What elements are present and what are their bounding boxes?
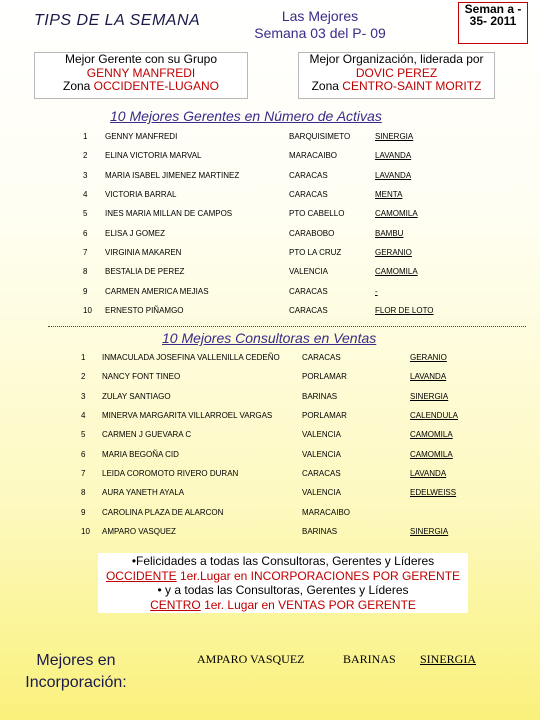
manager-rank: 2 — [83, 151, 88, 161]
manager-rank: 4 — [83, 190, 88, 200]
manager-group: - — [375, 286, 378, 296]
consultant-group: CALENDULA — [410, 411, 459, 421]
best-manager-label: Mejor Gerente con su Grupo — [64, 52, 218, 66]
consultant-group: LAVANDA — [410, 372, 447, 382]
managers-section-title: 10 Mejores Gerentes en Número de Activas — [110, 108, 382, 124]
manager-rank: 1 — [83, 132, 88, 142]
incorporation-label-line-2: Incorporación: — [25, 674, 127, 691]
consultant-rank: 10 — [81, 526, 90, 536]
manager-row — [83, 185, 434, 204]
consultant-row — [81, 522, 458, 541]
manager-rank: 10 — [83, 305, 92, 315]
consultant-row — [81, 367, 458, 386]
manager-group: GERANIO — [375, 247, 412, 257]
manager-name: MARIA ISABEL JIMENEZ MARTINEZ — [105, 170, 240, 180]
congrats-line-1: •Felicidades a todas las Consultoras, Gerentes y Líderes — [131, 554, 435, 568]
consultant-row — [81, 387, 458, 406]
best-manager-box — [34, 52, 248, 99]
incorporation-name: AMPARO VASQUEZ — [197, 652, 305, 666]
consultant-rank: 1 — [81, 353, 86, 363]
manager-city: PTO CABELLO — [289, 209, 345, 219]
consultant-rank: 7 — [81, 468, 86, 478]
manager-city: PTO LA CRUZ — [289, 247, 342, 257]
incorporation-group: SINERGIA — [420, 652, 476, 666]
manager-group: CAMOMILA — [375, 267, 418, 277]
consultant-rank: 8 — [81, 488, 86, 498]
consultant-rank: 4 — [81, 411, 86, 421]
incorporation-label — [12, 650, 140, 694]
manager-name: ELINA VICTORIA MARVAL — [105, 151, 202, 161]
consultants-table — [81, 348, 458, 541]
consultant-city: VALENCIA — [302, 488, 341, 498]
manager-group: BAMBU — [375, 228, 404, 238]
week-badge — [458, 2, 528, 44]
consultant-city: BARINAS — [302, 391, 338, 401]
manager-city: CARACAS — [289, 305, 328, 315]
consultant-rank: 6 — [81, 449, 86, 459]
page-title — [240, 8, 400, 42]
best-org-box — [298, 52, 495, 99]
consultant-row — [81, 425, 458, 444]
manager-rank: 9 — [83, 286, 88, 296]
manager-rank: 8 — [83, 267, 88, 277]
consultant-group: GERANIO — [410, 353, 447, 363]
manager-name: VIRGINIA MAKAREN — [105, 247, 182, 257]
congratulations-box — [98, 553, 468, 613]
consultant-name: LEIDA COROMOTO RIVERO DURAN — [102, 468, 239, 478]
manager-name: ELISA J GOMEZ — [105, 228, 166, 238]
manager-name: GENNY MANFREDI — [105, 132, 178, 142]
manager-row — [83, 281, 434, 300]
consultant-city: PORLAMAR — [302, 372, 347, 382]
manager-city: CARABOBO — [289, 228, 335, 238]
best-org-zone-prefix: Zona — [311, 79, 343, 93]
manager-city: VALENCIA — [289, 267, 328, 277]
manager-city: CARACAS — [289, 286, 328, 296]
manager-row — [83, 204, 434, 223]
managers-table — [83, 127, 434, 320]
consultant-name: MINERVA MARGARITA VILLARROEL VARGAS — [102, 411, 273, 421]
manager-group: SINERGIA — [375, 132, 414, 142]
manager-group: MENTA — [375, 190, 403, 200]
manager-group: CAMOMILA — [375, 209, 418, 219]
manager-row — [83, 262, 434, 281]
consultant-name: CARMEN J GUEVARA C — [102, 430, 192, 440]
consultant-city: PORLAMAR — [302, 411, 347, 421]
manager-city: MARACAIBO — [289, 151, 338, 161]
manager-rank: 6 — [83, 228, 88, 238]
manager-group: LAVANDA — [375, 170, 412, 180]
consultant-rank: 5 — [81, 430, 86, 440]
consultant-name: ZULAY SANTIAGO — [102, 391, 171, 401]
consultant-row — [81, 483, 458, 502]
consultant-city: VALENCIA — [302, 449, 341, 459]
manager-city: CARACAS — [289, 170, 328, 180]
consultant-city: VALENCIA — [302, 430, 341, 440]
consultant-group: SINERGIA — [410, 391, 449, 401]
congrats-line-2 — [98, 569, 468, 584]
consultant-name: NANCY FONT TINEO — [102, 372, 181, 382]
week-badge-text: Seman a - 35- 2011 — [464, 2, 522, 28]
consultant-name: INMACULADA JOSEFINA VALLENILLA CEDEÑO — [102, 353, 280, 363]
congrats-line-3: • y a todas las Consultoras, Gerentes y Líderes — [157, 583, 409, 597]
congrats-line-2-text: 1er.Lugar en INCORPORACIONES POR GERENTE — [176, 568, 461, 583]
best-org-zone-line — [299, 80, 494, 94]
consultant-row — [81, 406, 458, 425]
manager-row — [83, 301, 434, 320]
manager-rank: 5 — [83, 209, 88, 219]
section-divider — [48, 326, 526, 327]
manager-row — [83, 146, 434, 165]
consultant-group: CAMOMILA — [410, 430, 453, 440]
consultant-rank: 2 — [81, 372, 86, 382]
best-org-zone: CENTRO-SAINT MORITZ — [342, 79, 482, 93]
consultant-group: CAMOMILA — [410, 449, 453, 459]
title-line-2: Semana 03 del P- 09 — [254, 25, 386, 41]
manager-row — [83, 243, 434, 262]
incorporation-city: BARINAS — [343, 652, 396, 666]
congrats-line-4 — [98, 598, 468, 613]
consultant-row — [81, 348, 458, 367]
manager-city: BARQUISIMETO — [289, 132, 351, 142]
manager-name: VICTORIA BARRAL — [105, 190, 177, 200]
best-manager-name: GENNY MANFREDI — [86, 65, 196, 80]
manager-row — [83, 166, 434, 185]
consultant-rank: 3 — [81, 391, 86, 401]
manager-name: ERNESTO PIÑAMGO — [105, 305, 184, 315]
manager-group: FLOR DE LOTO — [375, 305, 434, 315]
consultant-name: MARIA BEGOÑA CID — [102, 449, 179, 459]
manager-city: CARACAS — [289, 190, 328, 200]
consultant-city: BARINAS — [302, 526, 338, 536]
manager-row — [83, 223, 434, 242]
consultant-group: SINERGIA — [410, 526, 449, 536]
consultant-group — [410, 502, 458, 521]
manager-group: LAVANDA — [375, 151, 412, 161]
consultant-name: AURA YANETH AYALA — [102, 488, 185, 498]
manager-rank: 3 — [83, 170, 88, 180]
consultant-row — [81, 444, 458, 463]
consultant-group: LAVANDA — [410, 468, 447, 478]
consultant-city: MARACAIBO — [302, 507, 351, 517]
consultant-name: AMPARO VASQUEZ — [102, 526, 176, 536]
consultant-row — [81, 464, 458, 483]
consultant-row — [81, 502, 458, 521]
consultant-name: CAROLINA PLAZA DE ALARCON — [102, 507, 224, 517]
title-line-1: Las Mejores — [281, 8, 359, 24]
manager-name: CARMEN AMERICA MEJIAS — [105, 286, 209, 296]
congrats-line-4-text: 1er. Lugar en VENTAS POR GERENTE — [200, 597, 416, 612]
manager-name: INES MARIA MILLAN DE CAMPOS — [105, 209, 233, 219]
consultant-city: CARACAS — [302, 353, 341, 363]
manager-rank: 7 — [83, 247, 88, 257]
tips-heading: TIPS DE LA SEMANA — [34, 12, 201, 29]
best-manager-zone: OCCIDENTE-LUGANO — [93, 79, 220, 93]
incorporation-label-line-1: Mejores en — [36, 652, 116, 669]
consultant-group: EDELWEISS — [410, 488, 457, 498]
best-manager-zone-line — [35, 80, 247, 94]
consultant-city: CARACAS — [302, 468, 341, 478]
congrats-zone-centro: CENTRO — [150, 597, 201, 612]
best-org-name: DOVIC PEREZ — [355, 65, 438, 80]
congrats-zone-occidente: OCCIDENTE — [105, 568, 177, 583]
best-org-label: Mejor Organización, liderada por — [309, 52, 484, 66]
best-manager-zone-prefix: Zona — [62, 79, 94, 93]
consultant-rank: 9 — [81, 507, 86, 517]
consultants-section-title: 10 Mejores Consultoras en Ventas — [162, 330, 377, 346]
manager-name: BESTALIA DE PEREZ — [105, 267, 185, 277]
manager-row — [83, 127, 434, 146]
